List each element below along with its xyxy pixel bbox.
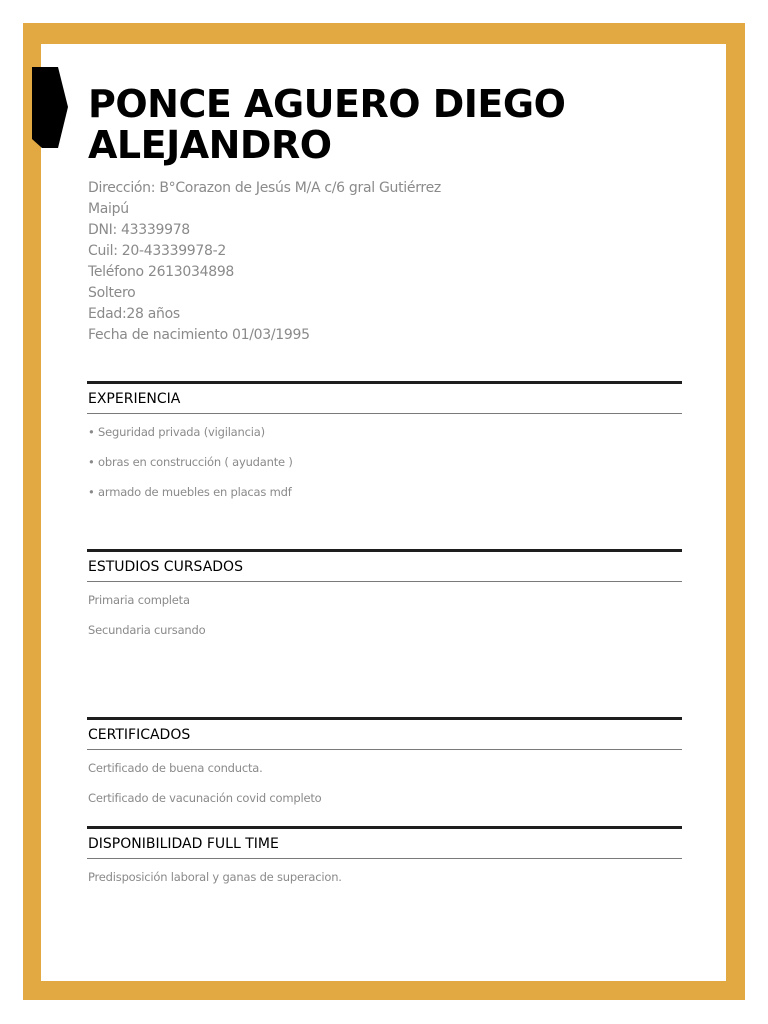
list-item: • armado de muebles en placas mdf — [88, 485, 292, 499]
list-item: Predisposición laboral y ganas de superacion. — [88, 870, 342, 884]
section-experiencia — [87, 381, 682, 507]
cuil-line: Cuil: 20-43339978-2 — [88, 243, 226, 259]
section-divider — [87, 413, 682, 414]
dni-line: DNI: 43339978 — [88, 222, 190, 238]
section-estudios — [87, 549, 682, 645]
list-item: Primaria completa — [88, 593, 190, 607]
marital-status-line: Soltero — [88, 285, 136, 301]
section-divider — [87, 749, 682, 750]
phone-line: Teléfono 2613034898 — [88, 264, 235, 280]
section-certificados — [87, 717, 682, 813]
city-line: Maipú — [88, 201, 129, 217]
section-title: DISPONIBILIDAD FULL TIME — [88, 836, 279, 852]
list-item: Certificado de buena conducta. — [88, 761, 263, 775]
section-title: EXPERIENCIA — [88, 391, 181, 407]
section-title: CERTIFICADOS — [88, 727, 191, 743]
list-item: • Seguridad privada (vigilancia) — [88, 425, 265, 439]
name-line-2: ALEJANDRO — [88, 123, 332, 167]
section-divider — [87, 581, 682, 582]
name-line-1: PONCE AGUERO DIEGO — [88, 82, 566, 126]
section-divider — [87, 858, 682, 859]
address-line: Dirección: B°Corazon de Jesús M/A c/6 gral Gutiérrez — [88, 180, 441, 196]
list-item: Secundaria cursando — [88, 623, 206, 637]
birthdate-line: Fecha de nacimiento 01/03/1995 — [88, 327, 310, 343]
list-item: Certificado de vacunación covid completo — [88, 791, 322, 805]
bookmark-flag-icon — [32, 67, 68, 148]
list-item: • obras en construcción ( ayudante ) — [88, 455, 293, 469]
age-line: Edad:28 años — [88, 306, 180, 322]
applicant-name — [88, 84, 688, 166]
section-title: ESTUDIOS CURSADOS — [88, 559, 243, 575]
section-disponibilidad — [87, 826, 682, 892]
contact-info — [88, 178, 441, 346]
